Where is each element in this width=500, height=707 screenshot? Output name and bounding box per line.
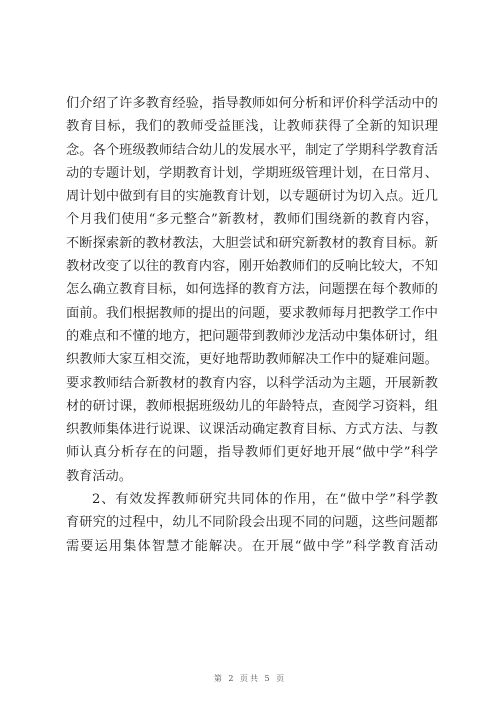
text-line: 育研究的过程中，幼儿不同阶段会出现不同的问题，这些问题都 xyxy=(66,515,438,531)
text-line: 师认真分析存在的问题，指导教师们更好地开展“做中学”科学 xyxy=(66,445,438,461)
text-line: 教材改变了以往的教育内容，刚开始教师们的反响比较大，不知 xyxy=(66,259,438,275)
text-line: 教育目标，我们的教师受益匪浅，让教师获得了全新的知识理 xyxy=(66,119,438,135)
body-text xyxy=(66,92,438,558)
text-line: 们介绍了许多教育经验，指导教师如何分析和评价科学活动中的 xyxy=(66,96,438,111)
page-footer: 第 2 页共 5 页 xyxy=(213,674,287,683)
text-line: 念。各个班级教师结合幼儿的发展水平，制定了学期科学教育活 xyxy=(66,142,438,158)
text-line: 织教师大家互相交流，更好地帮助教师解决工作中的疑难问题。 xyxy=(66,352,438,368)
paragraph-first-line: 2、有效发挥教师研究共同体的作用，在“做中学”科学教 xyxy=(92,492,438,508)
text-line: 面前。我们根据教师的提出的问题，要求教师每月把教学工作中 xyxy=(66,305,438,321)
text-line: 不断探索新的教材教法，大胆尝试和研究新教材的教育目标。新 xyxy=(66,235,438,251)
text-line: 怎么确立教育目标，如何选择的教育方法，问题摆在每个教师的 xyxy=(66,282,438,298)
text-line: 教育活动。 xyxy=(66,468,132,484)
text-line: 动的专题计划，学期教育计划，学期班级管理计划，在日常月、 xyxy=(66,165,438,181)
text-line: 织教师集体进行说课、议课活动确定教育目标、方式方法、与教 xyxy=(66,422,438,438)
text-line: 的难点和不懂的地方，把问题带到教师沙龙活动中集体研讨，组 xyxy=(66,328,438,344)
text-line: 需要运用集体智慧才能解决。在开展“做中学”科学教育活动 xyxy=(66,538,438,554)
text-line: 要求教师结合新教材的教育内容，以科学活动为主题，开展新教 xyxy=(66,375,438,391)
text-line: 材的研讨课，教师根据班级幼儿的年龄特点，查阅学习资料，组 xyxy=(66,398,438,414)
text-line: 个月我们使用“多元整合”新教材，教师们围绕新的教育内容， xyxy=(66,212,438,228)
text-line: 周计划中做到有目的实施教育计划，以专题研讨为切入点。近几 xyxy=(66,189,438,205)
